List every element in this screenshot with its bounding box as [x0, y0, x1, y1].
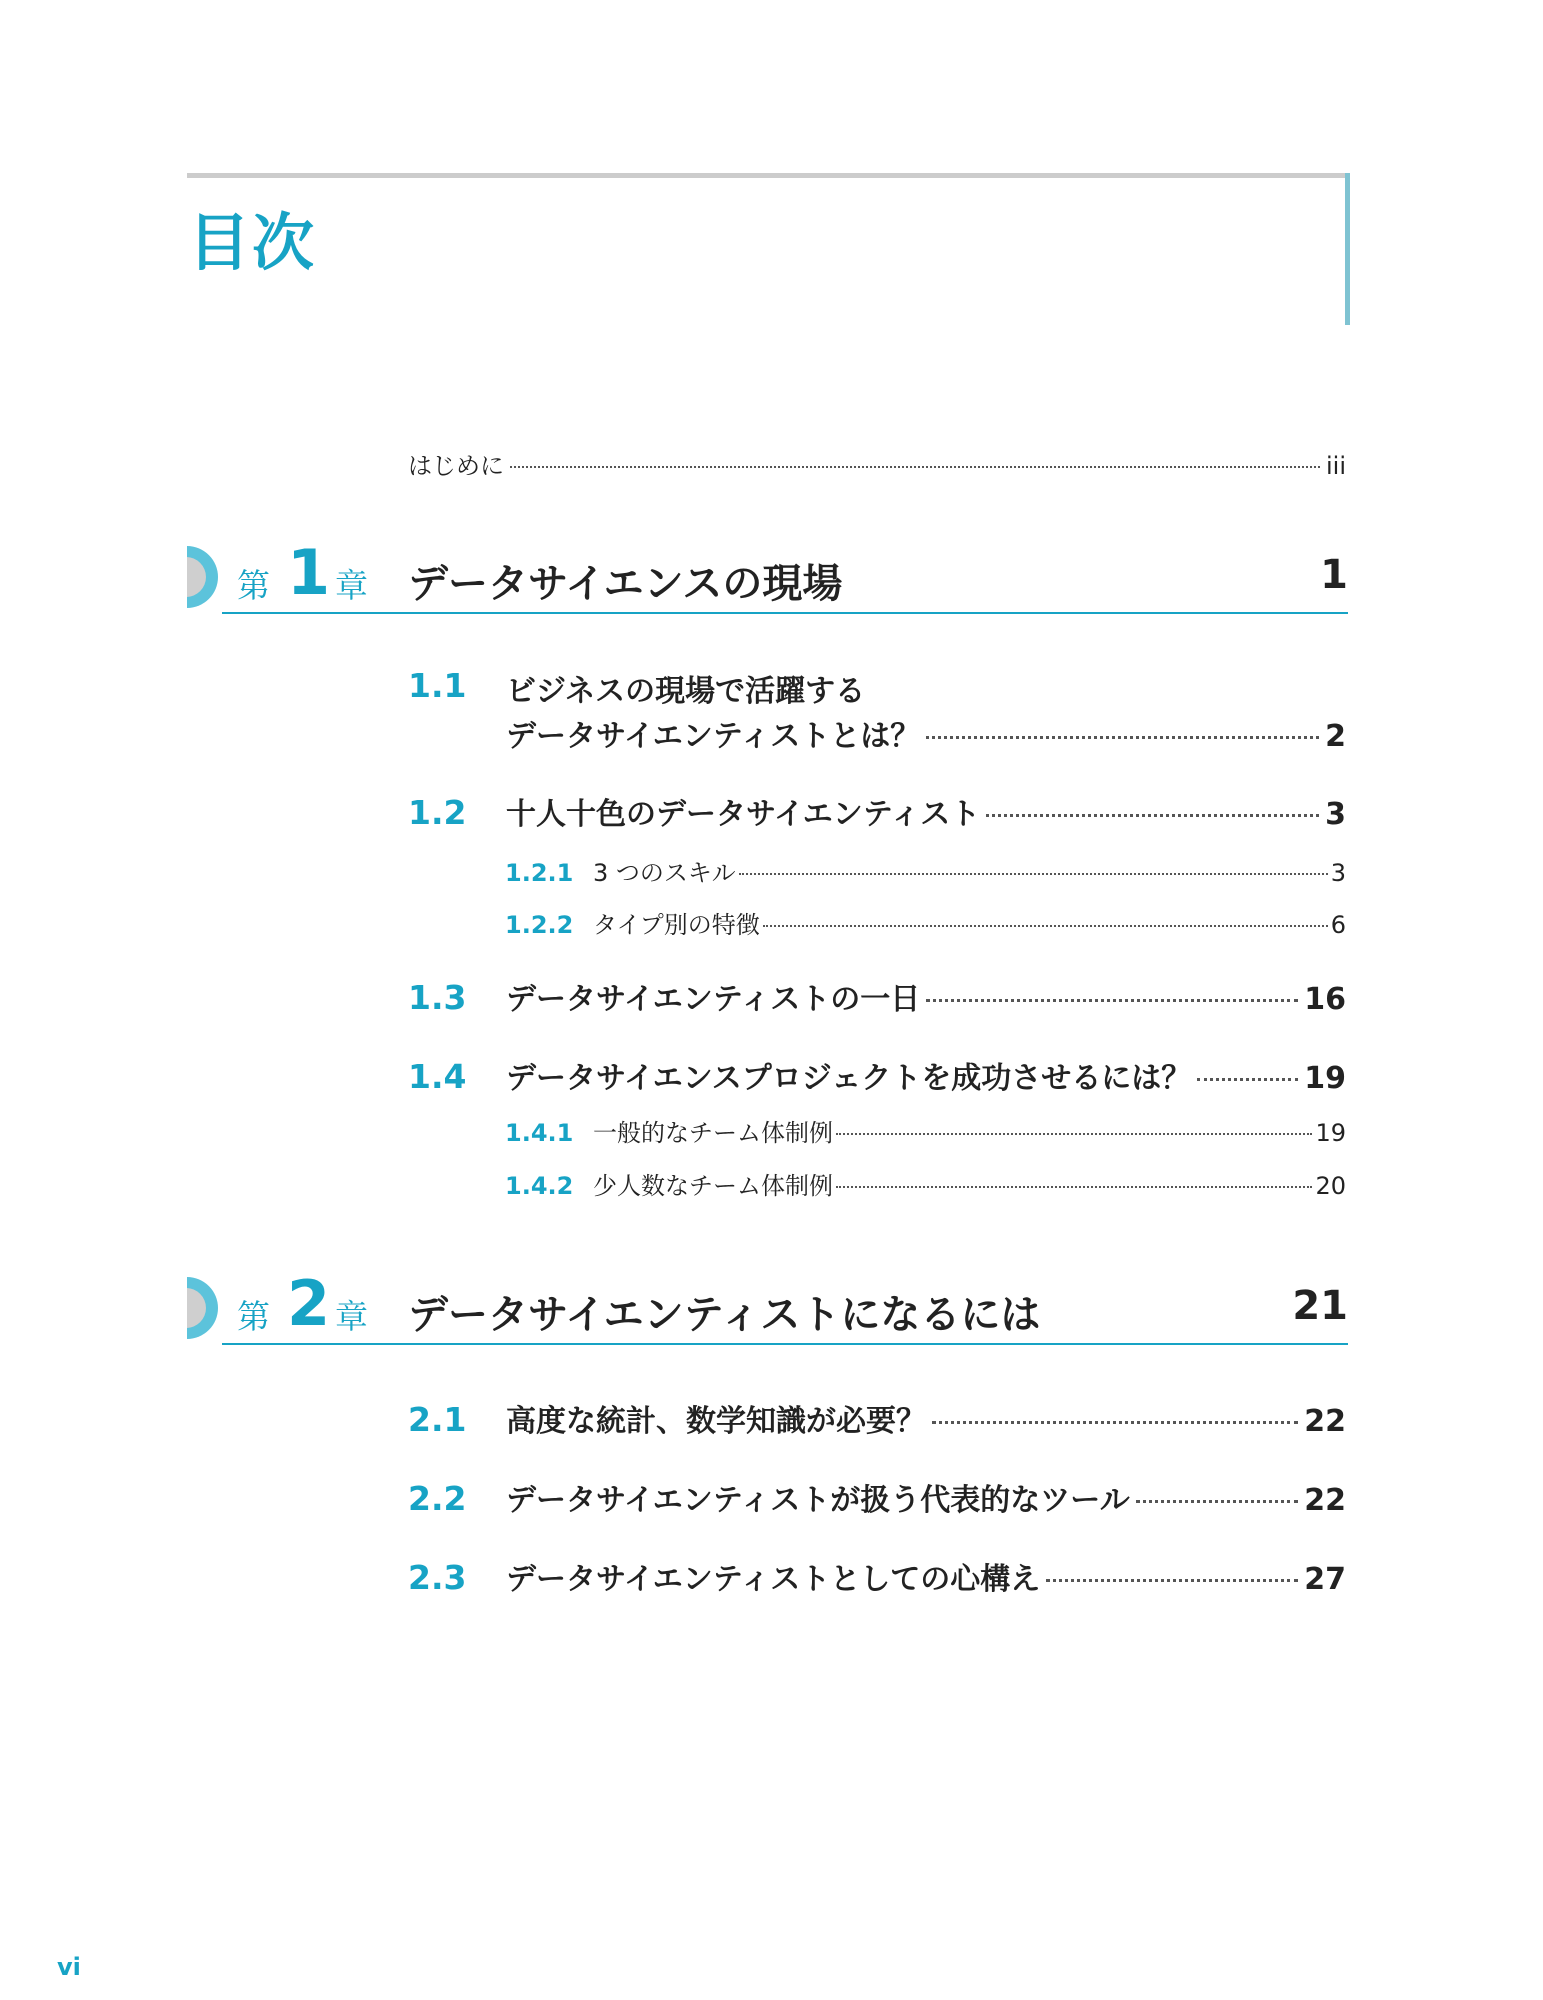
- chapter-prefix: 第: [237, 566, 270, 605]
- toc-section-number: 1.4: [408, 1057, 467, 1096]
- chapter-prefix: 第: [237, 1297, 270, 1336]
- toc-section-1-2[interactable]: [408, 789, 1346, 833]
- toc-section-page: 3: [1325, 797, 1346, 832]
- toc-section-number: 2.2: [408, 1479, 467, 1518]
- toc-section-number: 1.1: [408, 666, 467, 705]
- chapter-underline: [222, 612, 1348, 614]
- toc-subsection-title: タイプ別の特徴: [593, 911, 760, 939]
- toc-section-number: 1.3: [408, 978, 467, 1017]
- toc-subsection-page: 6: [1330, 911, 1346, 939]
- dot-leader: [739, 873, 1328, 875]
- toc-section-page: 19: [1304, 1061, 1346, 1096]
- toc-subsection-page: 3: [1330, 859, 1346, 887]
- toc-section-1-1[interactable]: [506, 711, 1346, 755]
- dot-leader: [836, 1133, 1312, 1135]
- chapter-heading-2[interactable]: [187, 1267, 1348, 1345]
- toc-section-title: 十人十色のデータサイエンティスト: [506, 797, 981, 832]
- dot-leader: [1197, 1078, 1298, 1081]
- header-top-rule: [187, 173, 1348, 178]
- chapter-page: 1: [1320, 552, 1348, 598]
- header-right-rule: [1345, 173, 1350, 325]
- chapter-underline: [222, 1343, 1348, 1345]
- toc-section-2-2[interactable]: [408, 1475, 1346, 1519]
- toc-subsection-number: 1.4.1: [505, 1119, 574, 1147]
- toc-subsection-1-2-1[interactable]: [505, 853, 1346, 888]
- dot-leader: [926, 736, 1319, 739]
- dot-leader: [1046, 1579, 1298, 1582]
- chapter-tab-icon: [187, 1277, 221, 1339]
- page-title: 目次: [188, 206, 317, 279]
- toc-section-page: 16: [1304, 982, 1346, 1017]
- chapter-title: データサイエンスの現場: [408, 561, 843, 607]
- dot-leader: [1136, 1500, 1299, 1503]
- toc-entry-title: はじめに: [408, 452, 504, 480]
- toc-subsection-title: 3 つのスキル: [593, 859, 736, 887]
- toc-section-page: 22: [1304, 1483, 1346, 1518]
- chapter-number: 1: [287, 536, 331, 609]
- toc-section-page: 22: [1304, 1404, 1346, 1439]
- toc-section-title: データサイエンティストとは？: [506, 719, 921, 754]
- toc-section-1-4[interactable]: [408, 1053, 1346, 1097]
- toc-entry-intro[interactable]: [408, 446, 1346, 481]
- chapter-suffix: 章: [335, 1297, 368, 1336]
- toc-section-title: データサイエンスプロジェクトを成功させるには？: [506, 1061, 1192, 1096]
- chapter-title: データサイエンティストになるには: [408, 1292, 1041, 1338]
- toc-subsection-title: 少人数なチーム体制例: [593, 1172, 833, 1200]
- toc-subsection-page: 20: [1315, 1172, 1346, 1200]
- chapter-suffix: 章: [335, 566, 368, 605]
- toc-section-title: データサイエンティストが扱う代表的なツール: [506, 1483, 1130, 1518]
- toc-section-2-1[interactable]: [408, 1396, 1346, 1440]
- toc-subsection-title: 一般的なチーム体制例: [593, 1119, 833, 1147]
- toc-section-title: データサイエンティストの一日: [506, 982, 921, 1017]
- toc-subsection-1-4-2[interactable]: [505, 1166, 1346, 1201]
- toc-section-page: 27: [1304, 1562, 1346, 1597]
- dot-leader: [763, 925, 1328, 927]
- toc-section-number: 2.3: [408, 1558, 467, 1597]
- page-folio: vi: [57, 1953, 81, 1981]
- toc-section-number: 1.2: [408, 793, 467, 832]
- toc-section-number: 2.1: [408, 1400, 467, 1439]
- toc-section-2-3[interactable]: [408, 1554, 1346, 1598]
- toc-subsection-number: 1.2.1: [505, 859, 574, 887]
- toc-section-1-3[interactable]: [408, 974, 1346, 1018]
- toc-subsection-page: 19: [1315, 1119, 1346, 1147]
- chapter-number: 2: [287, 1267, 331, 1340]
- toc-section-1-1-number-row: [408, 666, 506, 705]
- toc-section-page: 2: [1325, 719, 1346, 754]
- toc-subsection-1-4-1[interactable]: [505, 1113, 1346, 1148]
- toc-entry-page: iii: [1325, 452, 1346, 480]
- dot-leader: [932, 1421, 1298, 1424]
- toc-section-title: 高度な統計、数学知識が必要？: [506, 1404, 926, 1439]
- chapter-heading-1[interactable]: [187, 536, 1348, 614]
- dot-leader: [926, 999, 1298, 1002]
- toc-section-title: データサイエンティストとしての心構え: [506, 1562, 1041, 1597]
- dot-leader: [510, 466, 1320, 468]
- toc-subsection-number: 1.4.2: [505, 1172, 574, 1200]
- dot-leader: [986, 814, 1319, 817]
- toc-subsection-1-2-2[interactable]: [505, 905, 1346, 940]
- chapter-page: 21: [1292, 1283, 1348, 1329]
- dot-leader: [836, 1186, 1312, 1188]
- toc-subsection-number: 1.2.2: [505, 911, 574, 939]
- chapter-tab-icon: [187, 546, 221, 608]
- toc-section-1-1-title-line1[interactable]: ビジネスの現場で活躍する: [506, 674, 866, 709]
